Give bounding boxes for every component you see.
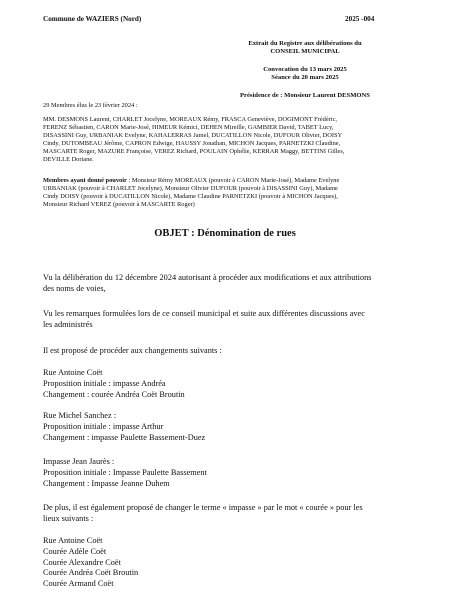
present-line: FERENZ Sébastien, CARON Marie-José, HIMEUR Kémici, DEHEN Mireille, GAMBIER David, TABET Lucy, — [43, 124, 334, 132]
body-line: Vu les remarques formulées lors de ce conseil municipal et suite aux différentes discussions avec — [43, 309, 365, 318]
courees-list — [43, 536, 138, 590]
seance-date: Séance du 20 mars 2025 — [271, 74, 339, 81]
list-item: Courée Andréa Coët Broutin — [43, 568, 139, 578]
body-line: les administrés — [43, 320, 93, 330]
body-line: des noms de voies, — [43, 284, 106, 294]
convocation-block — [205, 66, 405, 82]
proxy-label: Membres ayant donné pouvoir — [43, 177, 127, 184]
list-item: Courée Adèle Coët — [43, 546, 107, 556]
body-line: De plus, il est également proposé de changer le terme « impasse » par le mot « courée » pour les — [43, 503, 363, 512]
change-new: Changement : impasse Paulette Bassement-Duez — [43, 433, 206, 443]
proposition-intro: Il est proposé de procéder aux changements suivants : — [43, 346, 222, 355]
body-line: lieux suivants : — [43, 514, 94, 524]
change-new: Changement : Impasse Jeanne Duhem — [43, 479, 170, 489]
deliberation-reference: 2025 -004 — [345, 15, 375, 23]
present-line: DEVILLE Doriane. — [43, 156, 94, 164]
de-plus-paragraph — [43, 502, 363, 524]
proxy-line: Cindy DOISY (pouvoir à DUCATILLON Nicole), Madame Claudine PARNETZKI (pouvoir à MICHON Jacques), — [43, 193, 338, 201]
extract-line-2: CONSEIL MUNICIPAL — [270, 48, 340, 55]
list-item: Courée Alexandre Coët — [43, 557, 121, 567]
extract-line-1: Extrait du Registre aux délibérations du — [248, 40, 362, 47]
change-street: Impasse Jean Jaurès : — [43, 457, 115, 466]
list-item: Rue Antoine Coët — [43, 536, 103, 545]
change-new: Changement : courée Andréa Coët Broutin — [43, 390, 185, 400]
members-count: 29 Membres élus le 23 février 2024 : — [43, 102, 138, 109]
proxy-members — [43, 177, 339, 209]
body-line: Vu la délibération du 12 décembre 2024 autorisant à procéder aux modifications et aux attributions — [43, 273, 372, 282]
proxy-line: : Monsieur Rémy MOREAUX (pouvoir à CARON Marie-José), Madame Evelyne — [126, 177, 340, 184]
present-line: Cindy, DUTOMBEAU Jérôme, CAPRON Edwige, HAUSSY Jonathan, MICHON Jacques, PARNETZKI Claudine, — [43, 140, 341, 148]
present-line: MM. DESMONS Laurent, CHARLET Jocelyne, MOREAUX Rémy, FRASCA Geneviève, DOGIMONT Frédéric, — [43, 116, 338, 123]
proxy-line: Monsieur Richard VEREZ (pouvoir à MASCARTE Roger) — [43, 201, 195, 209]
convocation-date: Convocation du 13 mars 2025 — [263, 66, 347, 73]
change-initial: Proposition initiale : Impasse Paulette Bassement — [43, 468, 207, 478]
change-block-3 — [43, 456, 207, 490]
present-line: MASCARTE Roger, MAZURE Françoise, VEREZ Richard, POULAIN Ophélie, KERRAR Maggy, BETTINI Gilles, — [43, 148, 345, 156]
objet-title: OBJET : Dénomination de rues — [154, 228, 296, 239]
presidence: Présidence de : Monsieur Laurent DESMONS — [240, 92, 370, 99]
proxy-line: URBANIAK (pouvoir à CHARLET Jocelyne), Monsieur Olivier DUFOUR (pouvoir à DISASSINI Guy), Madame — [43, 185, 338, 193]
commune-name: Commune de WAZIERS (Nord) — [43, 15, 142, 23]
change-block-2 — [43, 410, 205, 444]
change-initial: Proposition initiale : impasse Andréa — [43, 379, 166, 389]
vu-deliberation — [43, 272, 372, 294]
vu-remarques — [43, 308, 365, 330]
change-initial: Proposition initiale : impasse Arthur — [43, 422, 164, 432]
change-block-1 — [43, 367, 185, 401]
change-street: Rue Michel Sanchez : — [43, 411, 117, 420]
present-members — [43, 116, 344, 165]
present-line: DISASSINI Guy, URBANIAK Evelyne, KAHALERRAS Jamel, DUCATILLON Nicole, DUFOUR Olivier, DOISY — [43, 132, 343, 140]
change-street: Rue Antoine Coët — [43, 368, 103, 377]
list-item: Courée Armand Coët — [43, 579, 114, 589]
extract-title — [205, 40, 405, 56]
